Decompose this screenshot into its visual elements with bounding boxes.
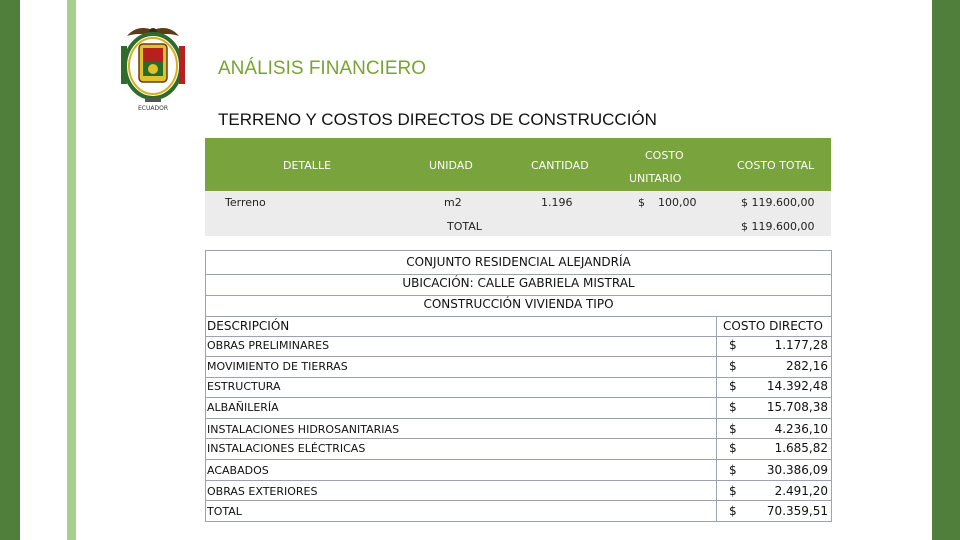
construction-type: CONSTRUCCIÓN VIVIENDA TIPO [423,297,614,311]
row-unidad: m2 [444,196,462,209]
header-unidad: UNIDAD [429,159,473,172]
land-cost-table [205,138,831,236]
item-label: ALBAÑILERÍA [207,401,279,414]
currency-sign: $ [729,379,737,393]
item-value: 282,16 [786,359,828,373]
row-divider [206,316,831,317]
item-label: INSTALACIONES HIDROSANITARIAS [207,423,400,436]
page-subtitle: TERRENO Y COSTOS DIRECTOS DE CONSTRUCCIÓN [218,110,657,129]
total-label: TOTAL [447,220,482,233]
item-label: ACABADOS [207,464,269,477]
project-name: CONJUNTO RESIDENCIAL ALEJANDRÍA [406,255,631,269]
row-divider [206,397,831,398]
item-label: ESTRUCTURA [207,380,281,393]
total-row-label: TOTAL [207,505,242,518]
item-value: 2.491,20 [774,484,828,498]
currency-sign: $ [729,400,737,414]
coat-of-arms-logo [117,22,189,114]
left-light-green-bar [67,0,76,540]
project-location: UBICACIÓN: CALLE GABRIELA MISTRAL [402,276,635,290]
row-costo-unitario: 100,00 [658,196,697,209]
item-label: INSTALACIONES ELÉCTRICAS [207,442,366,455]
item-value: 30.386,09 [766,463,828,477]
row-divider [206,274,831,275]
row-divider [206,295,831,296]
currency-sign: $ [729,359,737,373]
header-cantidad: CANTIDAD [531,159,589,172]
row-cantidad: 1.196 [541,196,573,209]
row-divider [206,480,831,481]
item-value: 1.685,82 [774,441,828,455]
item-value: 14.392,48 [766,379,828,393]
currency-sign: $ [729,463,737,477]
row-divider [206,500,831,501]
left-green-bar [0,0,20,540]
total-row-value: 70.359,51 [766,504,828,518]
currency-sign: $ [729,484,737,498]
row-divider [206,377,831,378]
currency-sign: $ [729,338,737,352]
currency-sign: $ [729,504,737,518]
row-divider [206,459,831,460]
header-costo-unitario-2: UNITARIO [629,172,682,185]
header-detalle: DETALLE [283,159,332,172]
column-divider [716,317,717,521]
logo-text: ECUADOR [138,105,168,112]
col-description-header: DESCRIPCIÓN [207,319,290,333]
header-costo-total: COSTO TOTAL [737,159,815,172]
page-title: ANÁLISIS FINANCIERO [218,58,426,79]
row-divider [206,438,831,439]
item-label: OBRAS EXTERIORES [207,485,318,498]
col-cost-header: COSTO DIRECTO [723,319,823,333]
item-value: 1.177,28 [774,338,828,352]
total-value: $ 119.600,00 [741,220,815,233]
row-divider [206,418,831,419]
header-costo-unitario-1: COSTO [645,149,684,162]
row-costo-total: $ 119.600,00 [741,196,815,209]
row-divider [206,336,831,337]
row-detalle: Terreno [225,196,266,209]
direct-cost-table [205,250,832,522]
item-label: OBRAS PRELIMINARES [207,339,330,352]
currency-sign: $ [729,441,737,455]
item-value: 15.708,38 [766,400,828,414]
currency-sign: $ [729,422,737,436]
row-divider [206,356,831,357]
row-currency: $ [638,196,645,209]
right-green-bar [932,0,960,540]
item-value: 4.236,10 [774,422,828,436]
item-label: MOVIMIENTO DE TIERRAS [207,360,348,373]
